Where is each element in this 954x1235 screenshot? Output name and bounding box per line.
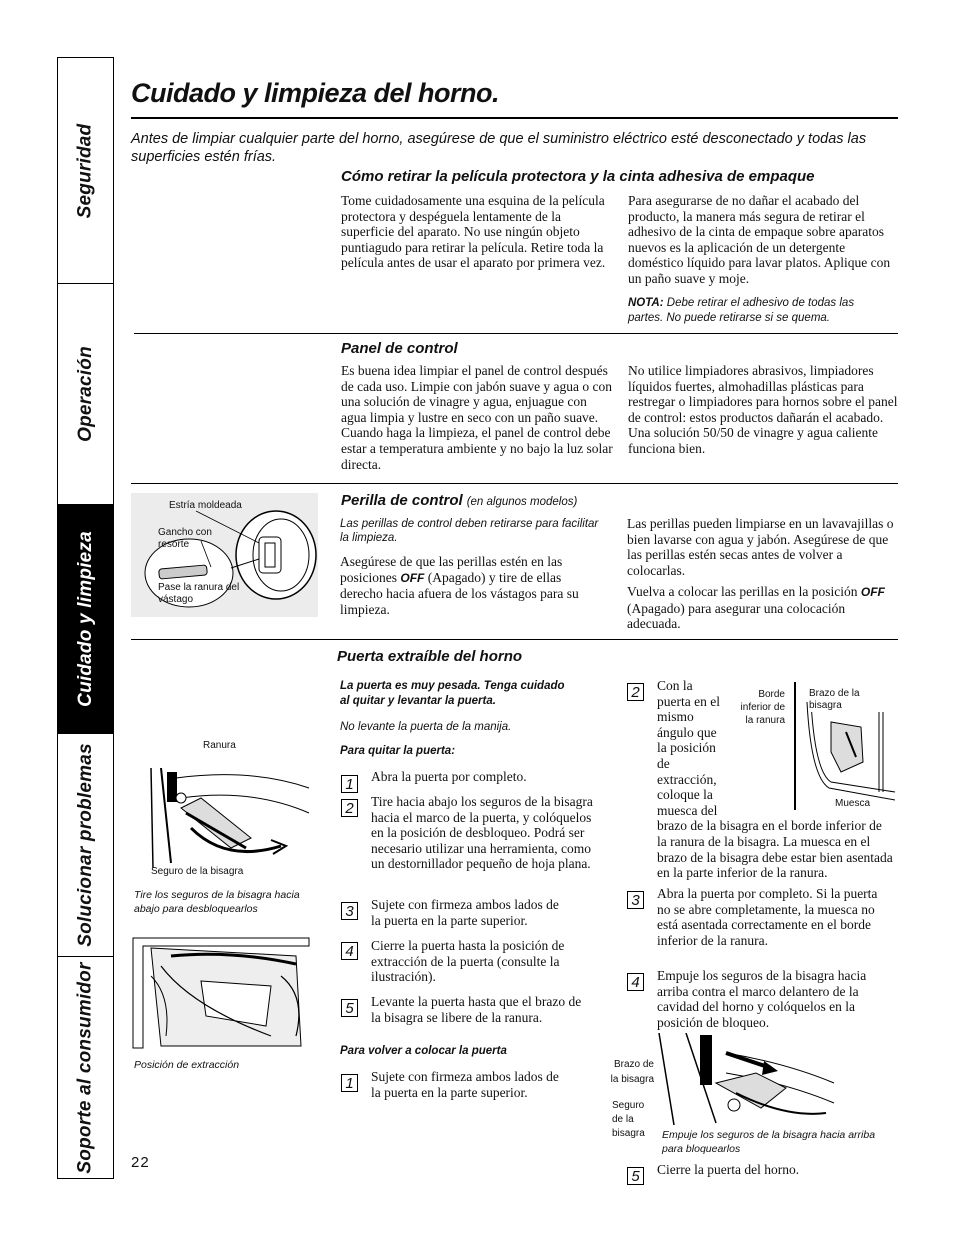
film-right-text: Para asegurarse de no dañar el acabado del producto, la manera más segura de retirar el adhesivo de la cinta de empaque sobre aparatos nuevos es la aplicación de un detergente doméstico líquido para lavar platos. Aplique con un paño suave y moje. (628, 193, 891, 286)
panel-left-text: Es buena idea limpiar el panel de control después de cada uso. Limpie con jabón suave y agua o con una solución de vinagre y agua, enjuague con agua limpia y lustre en seco con un paño suave. Cuando haga la limpieza, el panel de control debe estar a temperatura ambiente y no bajo la luz solar directa. (341, 363, 613, 472)
tab-label: Seguridad (74, 123, 96, 218)
remove-step-3-text: Sujete con firmeza ambos lados de la puerta en la parte superior. (371, 897, 559, 928)
figure-removal-position (131, 936, 311, 1051)
note-text: Debe retirar el adhesivo de todas las partes. No puede retirarse si se quema. (628, 297, 855, 324)
figure-hinge-notch (735, 682, 895, 812)
tab-label: Solucionar problemas (74, 743, 96, 947)
replace-step-1-number (341, 1074, 358, 1093)
panel-right-text: No utilice limpiadores abrasivos, limpiadores líquidos fuertes, almohadillas plásticas para restregar o limpiadores para hornos sobre el panel de control: estos productos dañarán el acabado. Una solución 50/50 de vinagre y agua caliente funciona bien. (628, 363, 898, 456)
remove-step-1-text: Abra la puerta por completo. (371, 769, 527, 784)
intro-text: Antes de limpiar cualquier parte del horno, asegúrese de que el suministro eléctrico esté desconectado y todas las superficies estén frías. (131, 131, 867, 165)
remove-step-1-number (341, 775, 358, 794)
label-muesca: Muesca (835, 798, 871, 809)
replace-step-4-number (627, 973, 644, 992)
replace-step-1-text: Sujete con firmeza ambos lados de la puerta en la parte superior. (371, 1069, 559, 1100)
label-ridge: Estría moldeada (169, 500, 242, 511)
door-heading: Puerta extraíble del horno (337, 648, 523, 665)
replace-step-2-number (627, 683, 644, 702)
knob-illustration (131, 493, 318, 617)
knobs-right-1: Las perillas pueden limpiarse en un lavavajillas o bien lavarse con agua y jabón. Asegúrese de que las perillas estén secas antes de volver a colocarlas. (627, 516, 894, 578)
remove-step-3-number (341, 902, 358, 921)
label-spring: Gancho con resorte (158, 527, 212, 550)
door-warning: La puerta es muy pesada. Tenga cuidado al quitar y levantar la puerta. (340, 680, 565, 707)
knobs-note: Las perillas de control deben retirarse para facilitar la limpieza. (340, 518, 599, 544)
label-ranura: Ranura (203, 740, 236, 751)
figure-hinge-lock (610, 1033, 900, 1158)
knobs-right-2 (627, 584, 895, 632)
knobs-heading (341, 492, 577, 510)
replace-heading: Para volver a colocar la puerta (340, 1045, 507, 1057)
remove-step-5-number (341, 999, 358, 1018)
fig1-caption: Tire los seguros de la bisagra hacia abajo para desbloquearlos (134, 889, 300, 915)
replace-step-3-text: Abra la puerta por completo. Si la puerta no se abre completamente, la muesca no está asentada correctamente en el borde inferior de la ranura. (657, 886, 878, 948)
panel-heading: Panel de control (341, 340, 458, 357)
section-divider (131, 639, 898, 640)
label-brazo: Brazo de la bisagra (809, 688, 895, 712)
remove-step-4-number (341, 942, 358, 961)
title-rule (131, 117, 898, 119)
removal-drawing (131, 936, 311, 1051)
tab-operacion[interactable] (58, 284, 113, 505)
tab-seguridad[interactable] (58, 58, 113, 284)
label-brazo-bisagra: Brazo de la bisagra (610, 1059, 654, 1085)
film-note (628, 296, 890, 326)
tab-label: Operación (74, 346, 96, 442)
knobs-left-text (340, 554, 580, 617)
step-number: 5 (627, 1167, 644, 1185)
step-number: 4 (341, 942, 358, 960)
step-number: 1 (341, 1074, 358, 1092)
remove-step-4-text: Cierre la puerta hasta la posición de extracción de la puerta (consulte la ilustración). (371, 938, 565, 985)
fig4-caption: Empuje los seguros de la bisagra hacia arriba para bloquearlos (662, 1129, 876, 1155)
step-number: 3 (341, 902, 358, 920)
replace-step-3-number (627, 891, 644, 910)
sidebar (57, 57, 114, 1179)
knobs-heading-text: Perilla de control (341, 492, 463, 509)
replace-step-5-text: Cierre la puerta del horno. (657, 1162, 800, 1177)
off-label: OFF (400, 570, 425, 585)
figure-hinge-unlock (131, 740, 311, 878)
fig2-caption: Posición de extracción (134, 1059, 240, 1071)
knobs-left-a: Asegúrese de que las perillas estén en las posiciones (340, 554, 563, 585)
step-number: 5 (341, 999, 358, 1017)
tab-label: Soporte al consumidor (74, 961, 96, 1174)
replace-step-4-text: Empuje los seguros de la bisagra hacia arriba contra el marco delantero de la cavidad del horno y colóquelos en la posición de bloqueo. (657, 968, 867, 1030)
step-number: 3 (627, 891, 644, 909)
hinge-lock-drawing (656, 1033, 836, 1125)
film-heading: Cómo retirar la película protectora y la cinta adhesiva de empaque (341, 168, 815, 185)
door-handle-note: No levante la puerta de la manija. (340, 721, 512, 733)
remove-step-2-text: Tire hacia abajo los seguros de la bisagra hacia el marco de la puerta, y colóquelos en la posición de desbloqueo. Podrá ser necesario utilizar una herramienta, como un destornillador pequeño de hoja plana. (371, 794, 593, 872)
remove-step-2-number (341, 799, 358, 818)
replace-step-5-number (627, 1167, 644, 1186)
remove-heading: Para quitar la puerta: (340, 745, 456, 757)
tab-label: Cuidado y limpieza (74, 531, 96, 707)
page-title: Cuidado y limpieza del horno. (131, 78, 500, 108)
step-number: 1 (341, 775, 358, 793)
label-seguro: Seguro de la bisagra (151, 866, 244, 877)
note-label: NOTA: (628, 297, 664, 309)
knobs-right-2a: Vuelva a colocar las perillas en la posición (627, 584, 858, 599)
hinge-unlock-drawing (131, 768, 311, 878)
tab-solucionar-problemas[interactable] (58, 734, 113, 957)
tab-soporte-consumidor[interactable] (58, 957, 113, 1178)
step-number: 2 (627, 683, 644, 701)
knobs-right-2b: (Apagado) para asegurar una colocación adecuada. (627, 600, 846, 632)
knobs-left-b: (Apagado) y tire de ellas derecho hacia afuera de los vástagos para su limpieza. (340, 569, 579, 617)
step-number: 4 (627, 973, 644, 991)
section-divider (131, 483, 898, 484)
step-number: 2 (341, 799, 358, 817)
knobs-heading-note: (en algunos modelos) (466, 496, 578, 508)
remove-step-5-text: Levante la puerta hasta que el brazo de la bisagra se libere de la ranura. (371, 994, 582, 1025)
label-slot: Pase la ranura del vástago (158, 582, 240, 605)
section-divider (134, 333, 898, 334)
tab-cuidado-limpieza[interactable] (58, 505, 113, 734)
off-label: OFF (860, 585, 885, 599)
film-left-text: Tome cuidadosamente una esquina de la película protectora y despéguela lentamente de la superficie del aparato. No use ningún objeto puntiagudo para retirar la película. Retire toda la película antes de usar el aparato por primera vez. (341, 193, 606, 271)
page-number: 22 (131, 1154, 150, 1171)
label-borde: Borde inferior de la ranura (740, 689, 785, 726)
replace-step-2-content: Con la puerta en el mismo ángulo que la posición de extracción, coloque la muesca del brazo de la bisagra en el borde inferior de la ranura de la bisagra. La muesca en el brazo de la bisagra debe estar bien asentada en la parte inferior de la ranura. (657, 678, 893, 881)
label-seguro-bisagra: Seguro de la bisagra (612, 1100, 645, 1139)
